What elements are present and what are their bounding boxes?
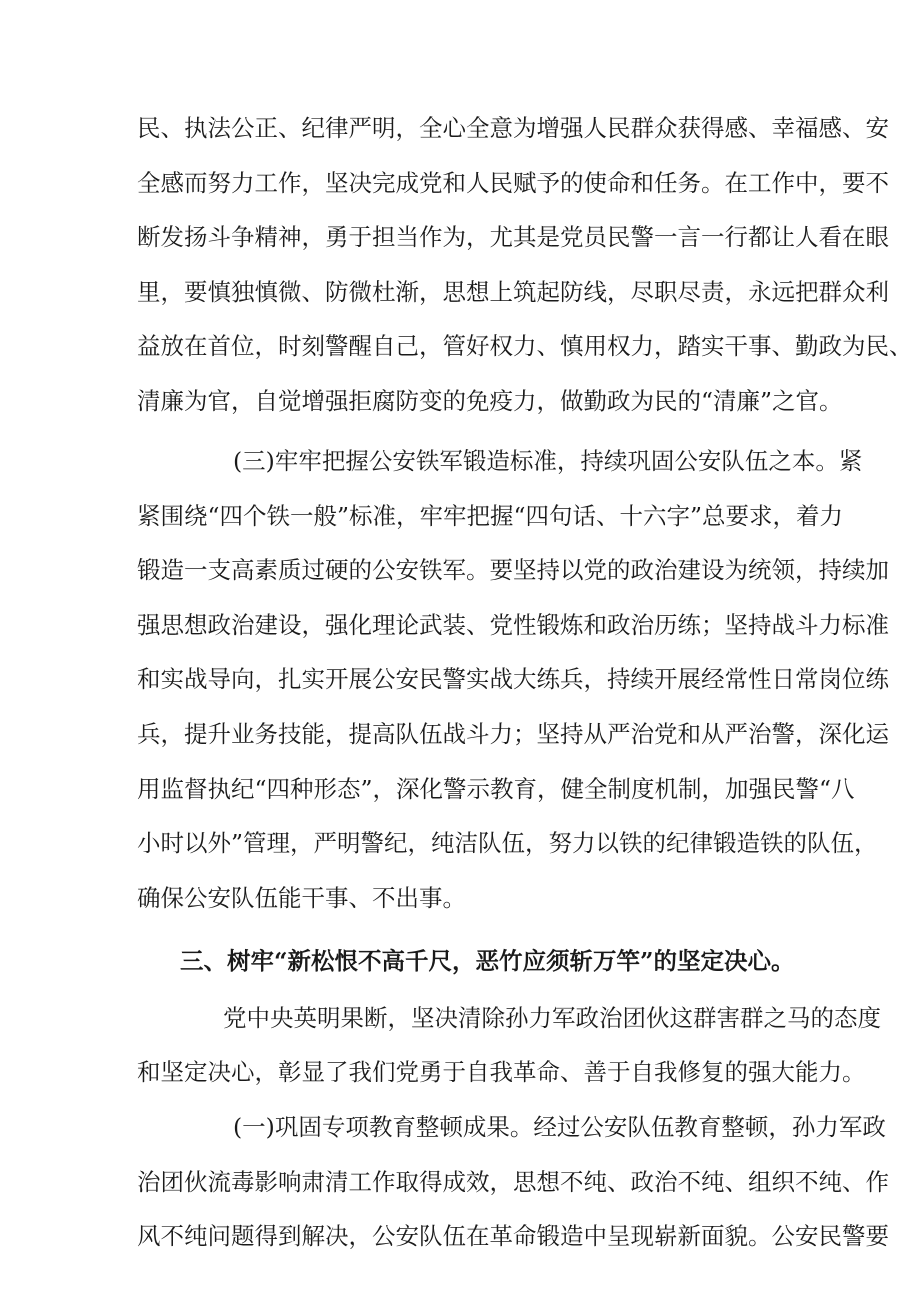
text-line: 益放在首位，时刻警醒自己，管好权力、慎用权力，踏实干事、勤政为民、 [137,332,913,360]
text-line: 锻造一支高素质过硬的公安铁军。要坚持以党的政治建设为统领，持续加 [137,556,889,584]
text-line: 强思想政治建设，强化理论武装、党性锻炼和政治历练；坚持战斗力标准 [137,611,889,639]
text-line: 用监督执纪“四种形态”，深化警示教育，健全制度机制，加强民警“八 [137,775,855,803]
subsection-heading-line: (三)牢牢把握公安铁军锻造标准，持续巩固公安队伍之本。紧 [233,447,863,475]
text-line: 兵，提升业务技能，提高队伍战斗力；坚持从严治党和从严治警，深化运 [137,720,889,748]
text-line: 和实战导向，扎实开展公安民警实战大练兵，持续开展经常性日常岗位练 [137,665,889,693]
text-line: 民、执法公正、纪律严明，全心全意为增强人民群众获得感、幸福感、安 [137,114,889,142]
text-line: 全感而努力工作，坚决完成党和人民赋予的使命和任务。在工作中，要不 [137,169,889,197]
subsection-heading-line: (一)巩固专项教育整顿成果。经过公安队伍教育整顿，孙力军政 [233,1113,886,1141]
text-line: 治团伙流毒影响肃清工作取得成效，思想不纯、政治不纯、组织不纯、作 [137,1168,889,1196]
text-line: 小时以外”管理，严明警纪，纯洁队伍，努力以铁的纪律锻造铁的队伍， [137,829,878,857]
text-line: 和坚定决心，彰显了我们党勇于自我革命、善于自我修复的强大能力。 [137,1058,866,1086]
section-heading: 三、树牢“新松恨不高千尺，恶竹应须斩万竿”的坚定决心。 [180,947,795,975]
text-line: 风不纯问题得到解决，公安队伍在革命锻造中呈现崭新面貌。公安民警要 [137,1222,889,1250]
text-line: 紧围绕“四个铁一般”标准，牢牢把握“四句话、十六字”总要求，着力 [137,502,844,530]
text-line: 确保公安队伍能干事、不出事。 [137,884,466,912]
text-line: 清廉为官，自觉增强拒腐防变的免疫力，做勤政为民的“清廉”之官。 [137,387,843,415]
text-line: 断发扬斗争精神，勇于担当作为，尤其是党员民警一言一行都让人看在眼 [137,223,889,251]
text-line: 党中央英明果断，坚决清除孙力军政治团伙这群害群之马的态度 [223,1004,881,1032]
text-line: 里，要慎独慎微、防微杜渐，思想上筑起防线，尽职尽责，永远把群众利 [137,278,889,306]
